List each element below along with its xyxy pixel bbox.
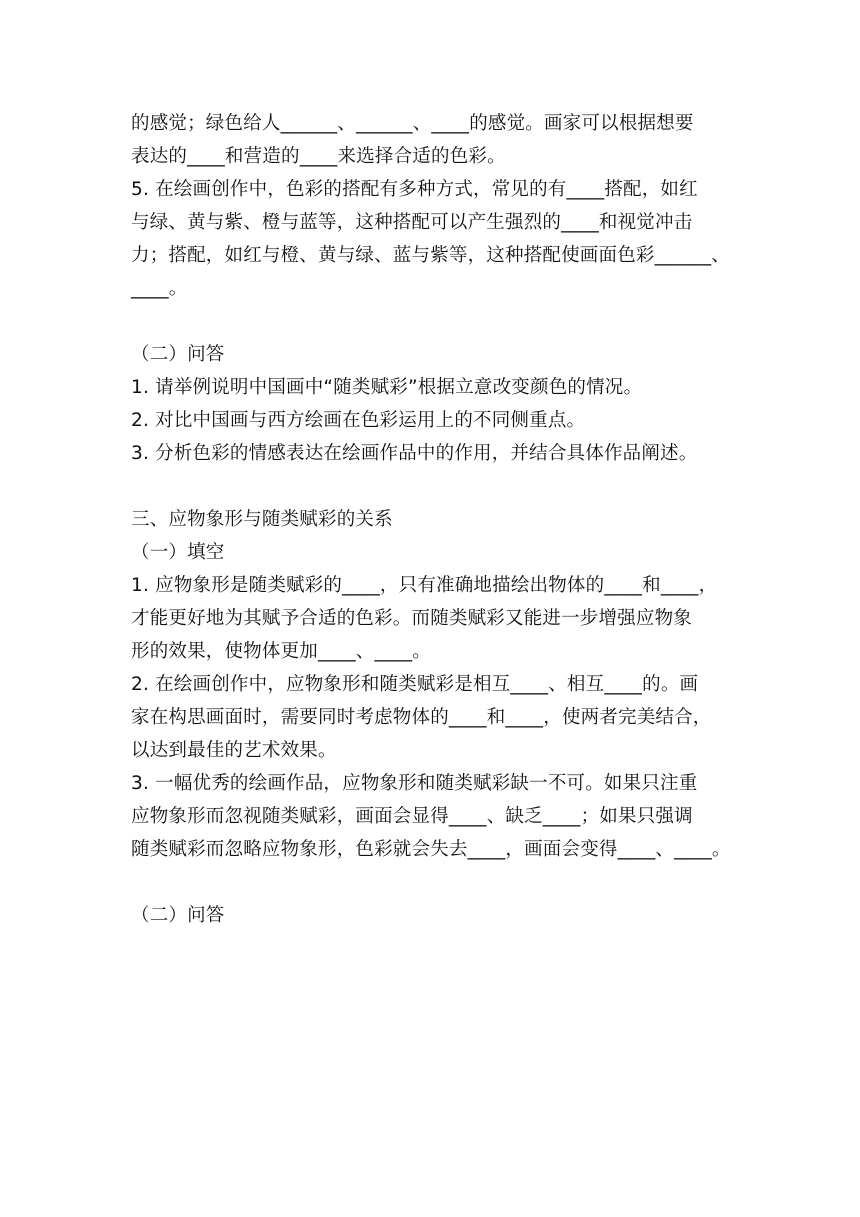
text-line: 随类赋彩而忽略应物象形，色彩就会失去____，画面会变得____、____。 [131,839,731,860]
section-title: 三、应物象形与随类赋彩的关系 [131,509,393,530]
text-line: 3. 一幅优秀的绘画作品，应物象形和随类赋彩缺一不可。如果只注重 [131,773,698,794]
document-content [131,107,741,932]
continuation-paragraph [131,107,741,173]
text-line: 形的效果，使物体更加____、____。 [131,641,432,662]
qa-heading-2: （二）问答 [131,905,225,926]
fill-item-3 [131,767,741,866]
text-line: 的感觉；绿色给人______、______、____的感觉。画家可以根据想要 [131,113,694,134]
question-2: 2. 对比中国画与西方绘画在色彩运用上的不同侧重点。 [131,410,586,431]
text-line: 表达的____和营造的____来选择合适的色彩。 [131,146,506,167]
text-line: 应物象形而忽视随类赋彩，画面会显得____、缺乏____；如果只强调 [131,806,693,827]
text-line: 2. 在绘画创作中，应物象形和随类赋彩是相互____、相互____的。画 [131,674,699,695]
text-line: 力；搭配，如红与橙、黄与绿、蓝与紫等，这种搭配使画面色彩______、 [131,245,731,266]
question-1: 1. 请举例说明中国画中“随类赋彩”根据立意改变颜色的情况。 [131,377,643,398]
text-line: 5. 在绘画创作中，色彩的搭配有多种方式，常见的有____搭配，如红 [131,179,698,200]
text-line: 才能更好地为其赋予合适的色彩。而随类赋彩又能进一步增强应物象 [131,608,693,629]
fill-item-1 [131,569,741,668]
fill-heading: （一）填空 [131,542,225,563]
text-line: 1. 应物象形是随类赋彩的____，只有准确地描绘出物体的____和____， [131,575,718,596]
text-line: 以达到最佳的艺术效果。 [131,740,337,761]
question-3: 3. 分析色彩的情感表达在绘画作品中的作用，并结合具体作品阐述。 [131,443,698,464]
text-line: 与绿、黄与紫、橙与蓝等，这种搭配可以产生强烈的____和视觉冲击 [131,212,693,233]
qa-heading: （二）问答 [131,344,225,365]
fill-item-5 [131,173,741,305]
text-line: ____。 [131,278,188,299]
fill-item-2 [131,668,741,767]
text-line: 家在构思画面时，需要同时考虑物体的____和____，使两者完美结合， [131,707,712,728]
qa-list [131,371,741,470]
